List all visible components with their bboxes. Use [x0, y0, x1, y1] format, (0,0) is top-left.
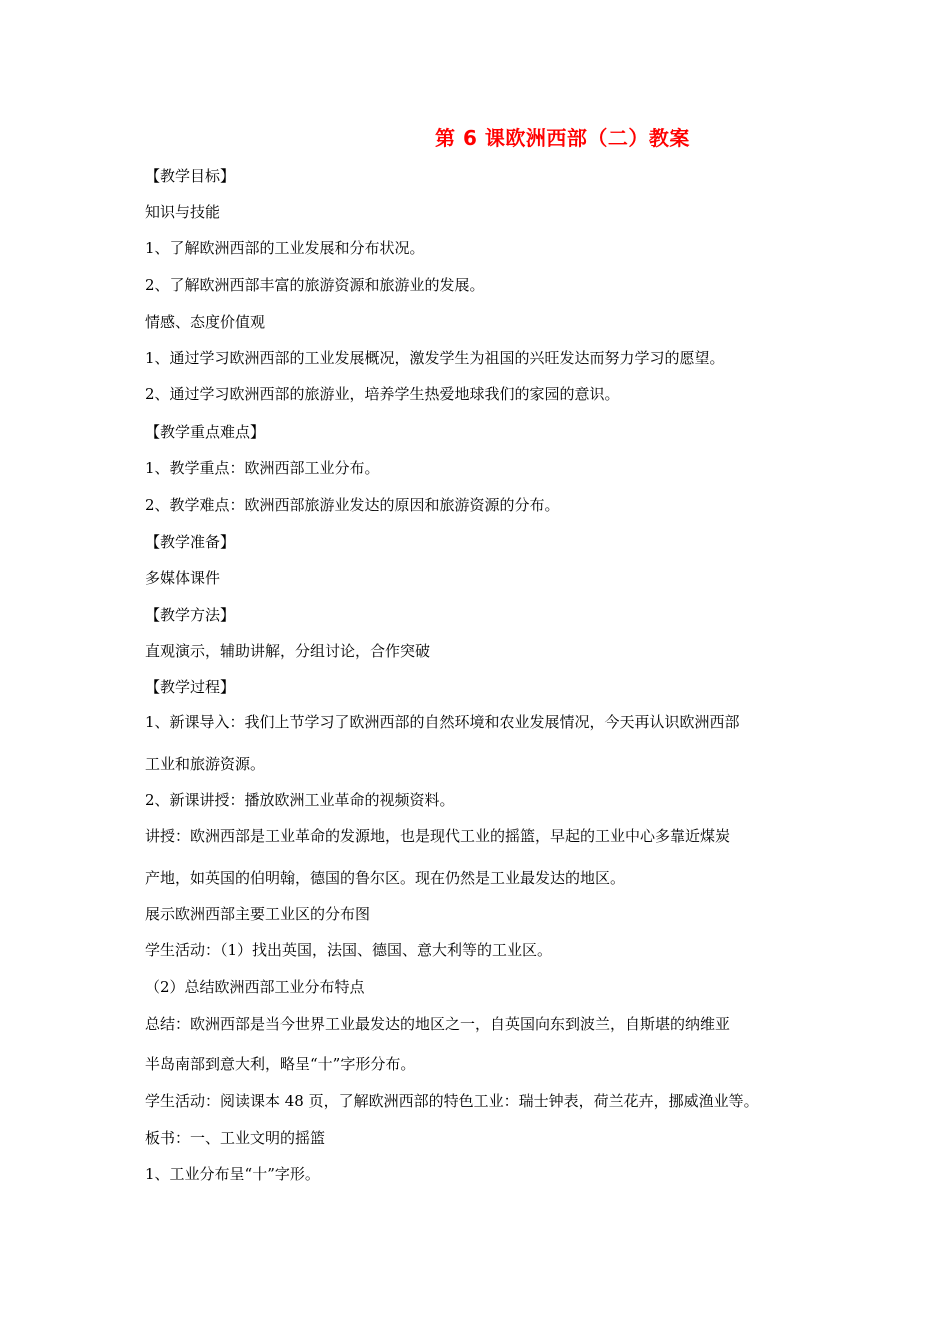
- text-line: 展示欧洲西部主要工业区的分布图: [145, 905, 371, 923]
- text-line: 1、新课导入：我们上节学习了欧洲西部的自然环境和农业发展情况，今天再认识欧洲西部: [145, 713, 740, 731]
- text-line: 学生活动：（1）找出英国，法国、德国、意大利等的工业区。: [145, 941, 553, 959]
- text-line: 1、了解欧洲西部的工业发展和分布状况。: [145, 239, 425, 257]
- section-heading-preparation: 【教学准备】: [145, 533, 236, 551]
- text-line: 直观演示，辅助讲解，分组讨论，合作突破: [145, 642, 431, 660]
- document-title: 第 6 课欧洲西部（二）教案: [435, 126, 690, 150]
- section-heading-process: 【教学过程】: [145, 678, 236, 696]
- text-line: 半岛南部到意大利，略呈“十”字形分布。: [145, 1055, 416, 1073]
- section-heading-objectives: 【教学目标】: [145, 167, 236, 185]
- text-line: 2、教学难点：欧洲西部旅游业发达的原因和旅游资源的分布。: [145, 496, 560, 514]
- text-line: 2、了解欧洲西部丰富的旅游资源和旅游业的发展。: [145, 276, 485, 294]
- text-line: 1、工业分布呈“十”字形。: [145, 1165, 320, 1183]
- text-line: （2）总结欧洲西部工业分布特点: [145, 978, 365, 996]
- text-line: 板书：一、工业文明的摇篮: [145, 1129, 326, 1147]
- text-line: 多媒体课件: [145, 569, 221, 587]
- text-line: 2、新课讲授：播放欧洲工业革命的视频资料。: [145, 791, 455, 809]
- text-line: 产地，如英国的伯明翰，德国的鲁尔区。现在仍然是工业最发达的地区。: [145, 869, 626, 887]
- text-line: 1、教学重点：欧洲西部工业分布。: [145, 459, 380, 477]
- text-line: 总结：欧洲西部是当今世界工业最发达的地区之一，自英国向东到波兰，自斯堪的纳维亚: [145, 1015, 731, 1033]
- text-line: 工业和旅游资源。: [145, 755, 266, 773]
- section-heading-methods: 【教学方法】: [145, 606, 236, 624]
- text-line: 知识与技能: [145, 203, 221, 221]
- text-line: 1、通过学习欧洲西部的工业发展概况，激发学生为祖国的兴旺发达而努力学习的愿望。: [145, 349, 725, 367]
- text-line: 学生活动：阅读课本 48 页，了解欧洲西部的特色工业：瑞士钟表，荷兰花卉，挪威渔业等。: [145, 1092, 759, 1110]
- text-line: 情感、态度价值观: [145, 313, 266, 331]
- section-heading-key-points: 【教学重点难点】: [145, 423, 266, 441]
- text-line: 2、通过学习欧洲西部的旅游业，培养学生热爱地球我们的家园的意识。: [145, 385, 620, 403]
- text-line: 讲授：欧洲西部是工业革命的发源地，也是现代工业的摇篮，早起的工业中心多靠近煤炭: [145, 827, 731, 845]
